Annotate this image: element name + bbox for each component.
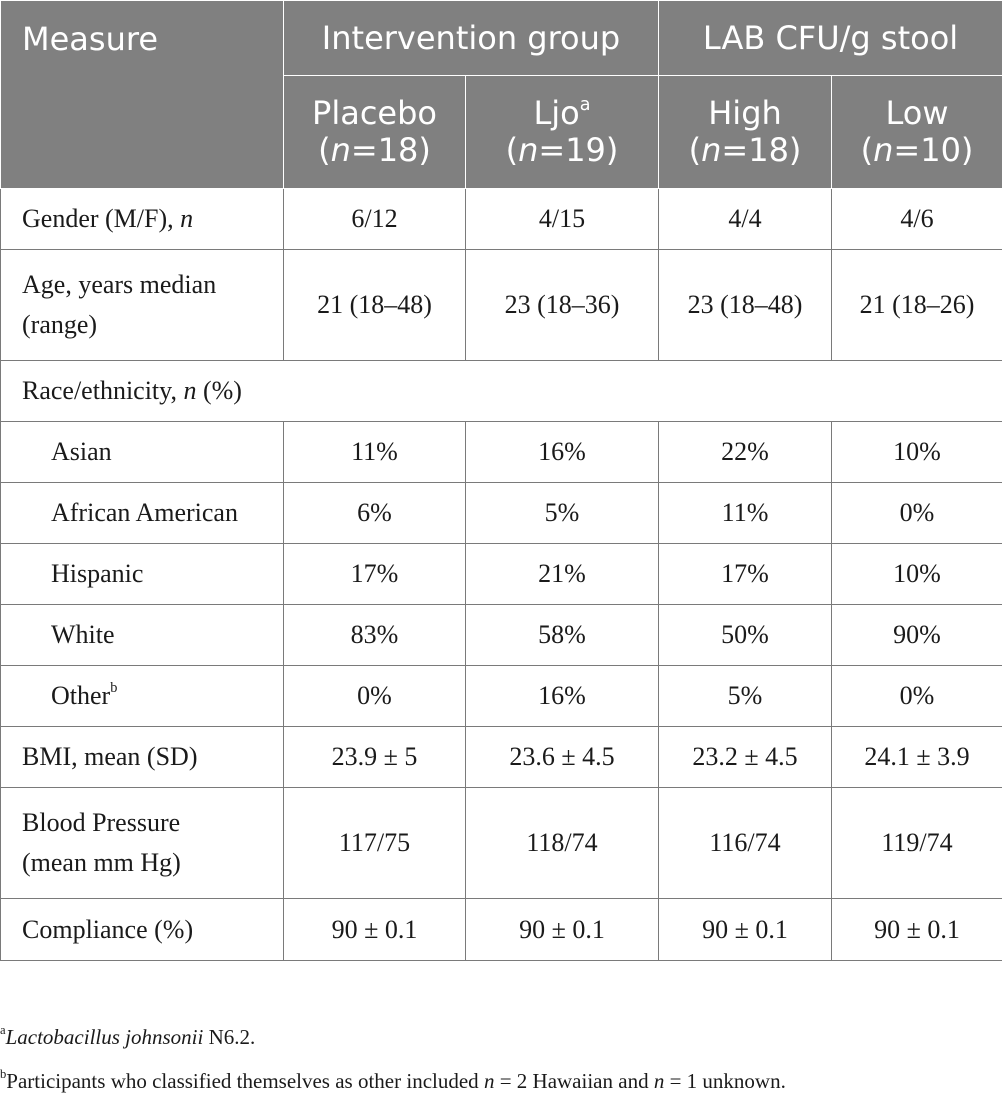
cell: 11% bbox=[284, 422, 466, 483]
header-lab-group: LAB CFU/g stool bbox=[659, 1, 1002, 76]
row-label: Race/ethnicity, n (%) bbox=[1, 361, 1002, 422]
cell: 5% bbox=[659, 666, 832, 727]
row-compliance bbox=[1, 899, 1002, 961]
cell: 16% bbox=[466, 666, 659, 727]
cell: 21 (18–48) bbox=[284, 250, 466, 361]
cell: 90 ± 0.1 bbox=[659, 899, 832, 961]
cell: 4/4 bbox=[659, 189, 832, 250]
cell: 0% bbox=[832, 666, 1002, 727]
cell: 16% bbox=[466, 422, 659, 483]
cell: 0% bbox=[832, 483, 1002, 544]
cell: 11% bbox=[659, 483, 832, 544]
row-label: BMI, mean (SD) bbox=[1, 727, 284, 788]
row-label: Other$^b$ bbox=[1, 666, 284, 727]
cell: 17% bbox=[284, 544, 466, 605]
cell: 0% bbox=[284, 666, 466, 727]
cell: 17% bbox=[659, 544, 832, 605]
row-gender bbox=[1, 189, 1002, 250]
cell: 6% bbox=[284, 483, 466, 544]
cell: 6/12 bbox=[284, 189, 466, 250]
cell: 83% bbox=[284, 605, 466, 666]
cell: 23 (18–36) bbox=[466, 250, 659, 361]
header-low: Low (n=10) bbox=[832, 76, 1002, 189]
cell: 50% bbox=[659, 605, 832, 666]
row-label: Compliance (%) bbox=[1, 899, 284, 961]
row-label: African American bbox=[1, 483, 284, 544]
header-placebo: Placebo (n=18) bbox=[284, 76, 466, 189]
cell: 21 (18–26) bbox=[832, 250, 1002, 361]
cell: 23.6 ± 4.5 bbox=[466, 727, 659, 788]
cell: 116/74 bbox=[659, 788, 832, 899]
header-measure: Measure bbox=[1, 1, 284, 189]
row-race-header bbox=[1, 361, 1002, 422]
footnotes bbox=[0, 1025, 1002, 1113]
cell: 24.1 ± 3.9 bbox=[832, 727, 1002, 788]
cell: 90 ± 0.1 bbox=[832, 899, 1002, 961]
cell: 10% bbox=[832, 544, 1002, 605]
cell: 23.2 ± 4.5 bbox=[659, 727, 832, 788]
footnote-a: $^a$Lactobacillus johnsonii N6.2. bbox=[0, 1025, 1002, 1050]
cell: 23 (18–48) bbox=[659, 250, 832, 361]
row-label: Blood Pressure (mean mm Hg) bbox=[1, 788, 284, 899]
row-label: Hispanic bbox=[1, 544, 284, 605]
cell: 22% bbox=[659, 422, 832, 483]
row-african-american bbox=[1, 483, 1002, 544]
row-bmi bbox=[1, 727, 1002, 788]
row-other bbox=[1, 666, 1002, 727]
cell: 4/15 bbox=[466, 189, 659, 250]
cell: 90 ± 0.1 bbox=[284, 899, 466, 961]
header-intervention-group: Intervention group bbox=[284, 1, 659, 76]
row-age bbox=[1, 250, 1002, 361]
header-high: High (n=18) bbox=[659, 76, 832, 189]
row-label: Gender (M/F), n bbox=[1, 189, 284, 250]
cell: 10% bbox=[832, 422, 1002, 483]
cell: 117/75 bbox=[284, 788, 466, 899]
row-asian bbox=[1, 422, 1002, 483]
row-label: Age, years median (range) bbox=[1, 250, 284, 361]
cell: 58% bbox=[466, 605, 659, 666]
header-ljo: Ljo$^a$ (n=19) bbox=[466, 76, 659, 189]
cell: 119/74 bbox=[832, 788, 1002, 899]
row-hispanic bbox=[1, 544, 1002, 605]
cell: 4/6 bbox=[832, 189, 1002, 250]
footnote-b: $^b$Participants who classified themselves as other included n = 2 Hawaiian and n = 1 unknown. bbox=[0, 1069, 1002, 1094]
cell: 90 ± 0.1 bbox=[466, 899, 659, 961]
row-label: White bbox=[1, 605, 284, 666]
row-label: Asian bbox=[1, 422, 284, 483]
row-white bbox=[1, 605, 1002, 666]
cell: 21% bbox=[466, 544, 659, 605]
cell: 90% bbox=[832, 605, 1002, 666]
cell: 118/74 bbox=[466, 788, 659, 899]
row-blood-pressure bbox=[1, 788, 1002, 899]
cell: 23.9 ± 5 bbox=[284, 727, 466, 788]
cell: 5% bbox=[466, 483, 659, 544]
